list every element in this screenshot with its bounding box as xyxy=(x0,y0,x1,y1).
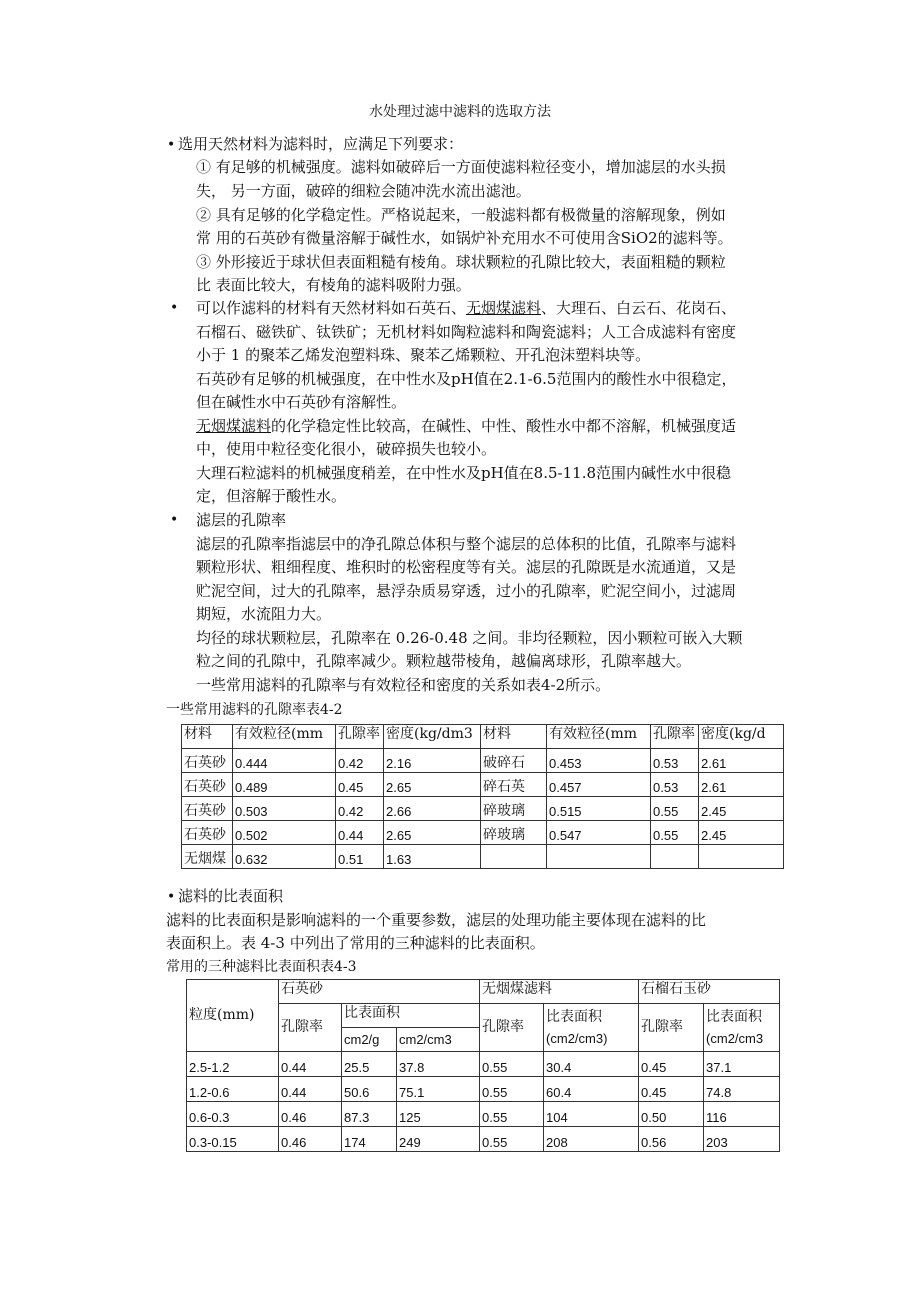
table-cell: 249 xyxy=(397,1127,480,1152)
header-cell: 石英砂 xyxy=(279,980,480,1004)
table-cell: 0.56 xyxy=(639,1127,704,1152)
table-cell: 50.6 xyxy=(342,1077,397,1102)
table-cell: 0.42 xyxy=(336,797,384,821)
table-row xyxy=(182,845,784,869)
bullet-dot: • xyxy=(167,889,176,905)
paragraph-line: 小于 1 的聚苯乙烯发泡塑料珠、聚苯乙烯颗粒、开孔泡沫塑料块等。 xyxy=(196,346,651,364)
table-cell: 116 xyxy=(704,1102,780,1127)
table-cell: 0.55 xyxy=(651,821,699,845)
paragraph-line: ② 具有足够的化学稳定性。严格说起来，一般滤料都有极微量的溶解现象，例如 xyxy=(196,206,726,224)
paragraph-line: 粒之间的孔隙中，孔隙率减少。颗粒越带棱角，越偏离球形，孔隙率越大。 xyxy=(196,652,692,670)
bullet-dot: • xyxy=(170,300,179,316)
table-row xyxy=(187,1102,780,1127)
paragraph-line: 失， 另一方面，破碎的细粒会随冲洗水流出滤池。 xyxy=(196,182,531,200)
header-cell: 孔隙率 xyxy=(336,725,384,749)
table-cell: 208 xyxy=(544,1127,639,1152)
table-cell: 0.46 xyxy=(279,1102,342,1127)
table-cell: 0.55 xyxy=(480,1102,544,1127)
table-cell: 125 xyxy=(397,1102,480,1127)
table-cell: 25.5 xyxy=(342,1052,397,1077)
table-cell xyxy=(699,845,784,869)
header-cell: 孔隙率 xyxy=(651,725,699,749)
paragraph-line: 比 表面比较大，有棱角的滤料吸附力强。 xyxy=(196,276,471,294)
paragraph-line: 颗粒形状、粗细程度、堆积时的松密程度等有关。滤层的孔隙既是水流通道，又是 xyxy=(196,558,737,576)
table-cell: 0.45 xyxy=(639,1052,704,1077)
table-cell: 74.8 xyxy=(704,1077,780,1102)
table-cell: 0.50 xyxy=(639,1102,704,1127)
table-cell: 174 xyxy=(342,1127,397,1152)
section-heading: 选用天然材料为滤料时，应满足下列要求： xyxy=(178,135,464,153)
underlined-term: 无烟煤滤料 xyxy=(466,299,542,317)
header-cell: 比表面积 xyxy=(342,1004,480,1028)
header-cell: 材料 xyxy=(182,725,233,749)
header-cell: 无烟煤滤料 xyxy=(480,980,639,1004)
table-cell: 0.44 xyxy=(279,1052,342,1077)
table-cell: 0.632 xyxy=(233,845,336,869)
table-cell: 碎玻璃 xyxy=(481,797,547,821)
table-cell: 破碎石 xyxy=(481,749,547,773)
header-cell: 有效粒径(mm xyxy=(547,725,651,749)
paragraph-line: ① 有足够的机械强度。滤料如破碎后一方面使滤料粒径变小，增加滤层的水头损 xyxy=(196,158,726,176)
table-cell: 2.61 xyxy=(699,773,784,797)
table-cell: 0.45 xyxy=(336,773,384,797)
paragraph-line xyxy=(196,297,736,319)
table-cell: 石英砂 xyxy=(182,797,233,821)
header-cell: 密度(kg/dm3 xyxy=(384,725,481,749)
paragraph-line: 滤料的比表面积是影响滤料的一个重要参数，滤层的处理功能主要体现在滤料的比 xyxy=(166,911,707,929)
table-cell: 2.66 xyxy=(384,797,481,821)
header-cell: cm2/cm3 xyxy=(397,1028,480,1052)
table-cell: 石英砂 xyxy=(182,773,233,797)
bullet-dot: • xyxy=(167,137,176,153)
table-cell: 203 xyxy=(704,1127,780,1152)
table-cell: 碎石英 xyxy=(481,773,547,797)
table-cell: 0.53 xyxy=(651,773,699,797)
paragraph-line: 表面积上。表 4-3 中列出了常用的三种滤料的比表面积。 xyxy=(166,934,545,952)
table-cell: 碎玻璃 xyxy=(481,821,547,845)
section-heading: 滤料的比表面积 xyxy=(178,887,284,905)
table-cell: 0.51 xyxy=(336,845,384,869)
text-run: (cm2/cm3 xyxy=(706,1030,764,1046)
table-cell: 石英砂 xyxy=(182,749,233,773)
table-cell: 0.55 xyxy=(480,1127,544,1152)
paragraph-line: ③ 外形接近于球状但表面粗糙有棱角。球状颗粒的孔隙比较大，表面粗糙的颗粒 xyxy=(196,253,726,271)
header-cell: cm2/g xyxy=(342,1028,397,1052)
table-cell: 0.457 xyxy=(547,773,651,797)
table-row xyxy=(182,773,784,797)
table-cell: 104 xyxy=(544,1102,639,1127)
header-cell: 孔隙率 xyxy=(279,1004,342,1052)
header-cell xyxy=(544,1004,639,1052)
table-cell: 0.53 xyxy=(651,749,699,773)
paragraph-line: 期短，水流阻力大。 xyxy=(196,605,332,623)
paragraph-line: 滤层的孔隙率指滤层中的净孔隙总体积与整个滤层的总体积的比值，孔隙率与滤料 xyxy=(196,535,737,553)
paragraph-line xyxy=(196,415,736,437)
text-run: 比表面积 xyxy=(546,1008,603,1025)
table-cell: 2.5-1.2 xyxy=(187,1052,279,1077)
table-row xyxy=(182,821,784,845)
table-cell: 无烟煤 xyxy=(182,845,233,869)
header-cell: 密度(kg/d xyxy=(699,725,784,749)
header-cell: 孔隙率 xyxy=(639,1004,704,1052)
table-row xyxy=(182,797,784,821)
table-row xyxy=(187,1127,780,1152)
table-cell: 0.55 xyxy=(480,1052,544,1077)
table-cell: 1.63 xyxy=(384,845,481,869)
table-cell: 0.489 xyxy=(233,773,336,797)
table-cell: 2.61 xyxy=(699,749,784,773)
table-cell: 0.503 xyxy=(233,797,336,821)
table-cell xyxy=(547,845,651,869)
paragraph-line: 贮泥空间，过大的孔隙率，悬浮杂质易穿透，过小的孔隙率，贮泥空间小，过滤周 xyxy=(196,582,737,600)
table-cell xyxy=(651,845,699,869)
table-header-row xyxy=(182,725,784,749)
table-cell: 0.46 xyxy=(279,1127,342,1152)
table-header-row xyxy=(187,980,780,1004)
paragraph-line: 中，使用中粒径变化很小，破碎损失也较小。 xyxy=(196,440,497,458)
underlined-term: 无烟煤滤料 xyxy=(196,417,272,435)
table-cell: 87.3 xyxy=(342,1102,397,1127)
table-cell: 2.65 xyxy=(384,821,481,845)
table-cell: 2.16 xyxy=(384,749,481,773)
table-row xyxy=(187,1052,780,1077)
table-cell: 2.45 xyxy=(699,821,784,845)
table-row xyxy=(187,1077,780,1102)
header-cell: 材料 xyxy=(481,725,547,749)
paragraph-line: 大理石粒滤料的机械强度稍差，在中性水及pH值在8.5-11.8范围内碱性水中很稳 xyxy=(196,464,732,482)
table-cell: 0.515 xyxy=(547,797,651,821)
table-row xyxy=(182,749,784,773)
table-cell: 0.444 xyxy=(233,749,336,773)
header-cell: 石榴石玉砂 xyxy=(639,980,780,1004)
table-cell: 60.4 xyxy=(544,1077,639,1102)
table-cell: 0.55 xyxy=(651,797,699,821)
table-cell: 0.502 xyxy=(233,821,336,845)
table-cell: 0.44 xyxy=(336,821,384,845)
paragraph-line: 定，但溶解于酸性水。 xyxy=(196,487,347,505)
bullet-dot: • xyxy=(170,512,179,528)
text-run: 的化学稳定性比较高，在碱性、中性、酸性水中都不溶解，机械强度适 xyxy=(271,417,737,435)
text-run: 比表面积 xyxy=(706,1008,763,1025)
table-cell: 2.65 xyxy=(384,773,481,797)
paragraph-line: 石榴石、磁铁矿、钛铁矿；无机材料如陶粒滤料和陶瓷滤料；人工合成滤料有密度 xyxy=(196,323,737,341)
header-cell: 孔隙率 xyxy=(480,1004,544,1052)
table-cell: 石英砂 xyxy=(182,821,233,845)
text-run: 、大理石、白云石、花岗石、 xyxy=(541,299,737,317)
table-caption: 一些常用滤料的孔隙率表4-2 xyxy=(166,702,343,718)
table-cell: 37.8 xyxy=(397,1052,480,1077)
table-4-3 xyxy=(186,979,780,1152)
paragraph-line: 但在碱性水中石英砂有溶解性。 xyxy=(196,393,407,411)
text-run: 可以作滤料的材料有天然材料如石英石、 xyxy=(196,299,467,317)
paragraph-line: 石英砂有足够的机械强度，在中性水及pH值在2.1-6.5范围内的酸性水中很稳定， xyxy=(196,370,737,388)
table-cell: 75.1 xyxy=(397,1077,480,1102)
header-cell: 有效粒径(mm xyxy=(233,725,336,749)
table-cell: 1.2-0.6 xyxy=(187,1077,279,1102)
table-cell: 0.42 xyxy=(336,749,384,773)
section-heading: 滤层的孔隙率 xyxy=(196,511,287,529)
paragraph-line: 均径的球状颗粒层，孔隙率在 0.26-0.48 之间。非均径颗粒，因小颗粒可嵌入大颗 xyxy=(196,629,743,647)
page-title: 水处理过滤中滤料的选取方法 xyxy=(369,104,551,120)
table-cell: 0.3-0.15 xyxy=(187,1127,279,1152)
table-caption: 常用的三种滤料比表面积表4-3 xyxy=(166,959,357,975)
table-cell: 37.1 xyxy=(704,1052,780,1077)
table-cell: 0.547 xyxy=(547,821,651,845)
table-cell: 30.4 xyxy=(544,1052,639,1077)
table-cell: 0.44 xyxy=(279,1077,342,1102)
table-cell: 0.55 xyxy=(480,1077,544,1102)
paragraph-line: 常 用的石英砂有微量溶解于碱性水，如锅炉补充用水不可使用含SiO2的滤料等。 xyxy=(196,229,733,247)
table-cell: 0.45 xyxy=(639,1077,704,1102)
table-cell xyxy=(481,845,547,869)
header-cell xyxy=(704,1004,780,1052)
table-cell: 0.6-0.3 xyxy=(187,1102,279,1127)
text-run: (cm2/cm3) xyxy=(546,1030,608,1046)
table-cell: 2.45 xyxy=(699,797,784,821)
paragraph-line: 一些常用滤料的孔隙率与有效粒径和密度的关系如表4-2所示。 xyxy=(196,676,611,694)
table-4-2 xyxy=(181,724,784,869)
header-cell: 粒度(mm) xyxy=(187,980,279,1052)
table-cell: 0.453 xyxy=(547,749,651,773)
